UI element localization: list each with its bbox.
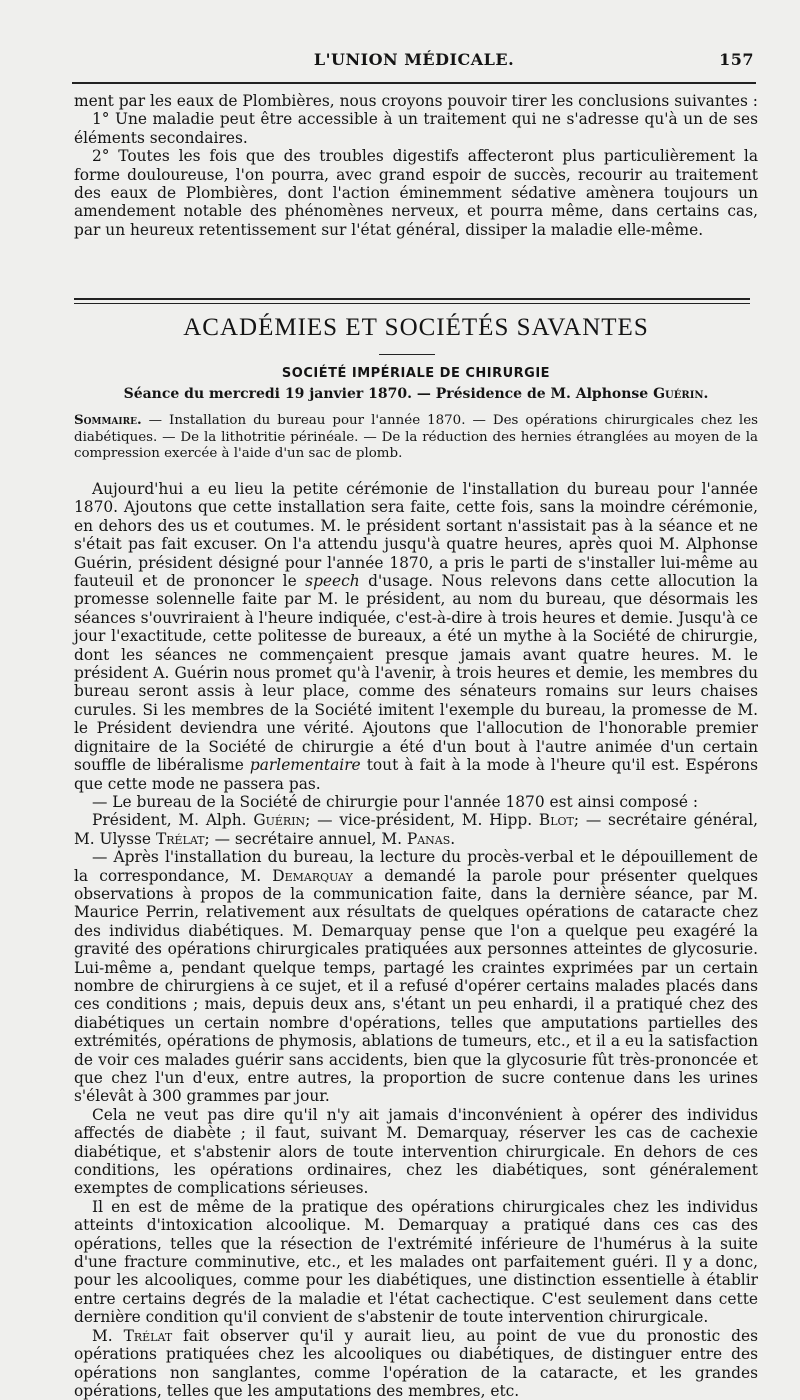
text-run: . — [450, 829, 456, 848]
text-run: fait observer qu'il y aurait lieu, au point de vue du pronostic des opérations pratiquées chez les alcooliques ou diabétiques, de distinguer entre des opérations non sanglantes, comme l'opération de la cataracte, et les grandes opérations, telles que les amputations des membres, etc. — [74, 1326, 758, 1400]
conclusion-2: 2° Toutes les fois que des troubles digestifs affecteront plus particulièrement la forme douloureuse, l'on pourra, avec grand espoir de succès, recourir au traitement des eaux de Plombières, dont l'action éminemment sédative amènera toujours un amendement notable des phénomènes nerveux, et pourra même, dans certains cas, par un heureux retentissement sur l'état général, dissiper la maladie elle-même. — [74, 147, 758, 239]
paragraph-installation — [74, 480, 758, 793]
name-demarquay: Demarquay — [272, 866, 353, 885]
text-run: Président, M. Alph. — [92, 811, 254, 830]
report-body — [74, 480, 758, 1400]
text-run: — Après l'installation du bureau, la lecture du procès-verbal et le dépouillement de la correspondance, M. — [74, 848, 758, 885]
section-title: ACADÉMIES ET SOCIÉTÉS SAVANTES — [183, 314, 649, 341]
intro-text — [74, 92, 758, 239]
section-divider — [74, 298, 750, 304]
title-rule — [379, 354, 435, 355]
page-number: 157 — [719, 50, 754, 69]
italic-speech: speech — [305, 572, 360, 591]
conclusion-1: 1° Une maladie peut être accessible à un traitement qui ne s'adresse qu'à un de ses éléments secondaires. — [74, 110, 758, 147]
sommaire-label: Sommaire. — [74, 412, 142, 428]
name-panas: Panas — [406, 829, 451, 848]
seance-end: . — [703, 386, 709, 402]
text-run: ; — secrétaire général, M. Ulysse — [74, 811, 759, 848]
text-run: tout à fait à la mode à l'heure qu'il est. Espérons que cette mode ne passera pas. — [74, 756, 758, 793]
paragraph-officers — [74, 811, 758, 848]
name-blot: Blot — [538, 811, 574, 830]
name-trelat: Trélat — [155, 829, 205, 848]
name-trelat: Trélat — [123, 1326, 173, 1345]
society-heading: SOCIÉTÉ IMPÉRIALE DE CHIRURGIE — [281, 366, 551, 381]
seance-president: Guérin — [653, 386, 704, 402]
text-run: d'usage. Nous relevons dans cette allocution la promesse solennelle faite par M. le président, au nom du bureau, que désormais les séances s'ouvriraient à l'heure indiquée, c'est-à-dire à trois heures et demie. Jusqu'à ce jour l'exactitude, cette politesse de bureaux, a été un mythe à la Société de chirurgie, dont les séances ne commençaient presque jamais avant quatre heures. M. le président A. Guérin nous promet qu'à l'avenir, à trois heures et demie, les membres du bureau seront assis à leur place, comme des sénateurs romains sur leurs chaises curules. Si les membres de la Société imitent l'exemple du bureau, la promesse de M. le Président deviendra une vérité. Ajoutons que l'allocution de l'honorable premier dignitaire de la Société de chirurgie a été d'un bout à l'autre animée d'un certain souffle de libéralisme — [74, 572, 758, 775]
header-rule — [72, 82, 756, 84]
text-run: a demandé la parole pour présenter quelques observations à propos de la communication faite, dans la dernière séance, par M. Maurice Perrin, relativement aux résultats de quelques opérations de cataracte chez des individus diabétiques. M. Demarquay pense que l'on a quelque peu exagéré la gravité des opérations chirurgicales pratiquées aux personnes atteintes de glycosurie. Lui-même a, pendant quelque temps, partagé les craintes exprimées par un certain nombre de chirurgiens à ce sujet, et il a refusé d'opérer certains malades placés dans ces conditions ; mais, depuis deux ans, s'étant un peu enhardi, il a pratiqué chez des diabétiques un certain nombre d'opérations, telles que amputations partielles des extrémités, opérations de phymosis, ablations de tumeurs, etc., et il a eu la satisfaction de voir ces malades guérir sans accidents, bien que la glycosurie fût très-prononcée et que chez l'un d'eux, entre autres, la proportion de sucre contenue dans les urines s'élevât à 300 grammes par jour. — [74, 866, 758, 1106]
paragraph-bureau: — Le bureau de la Société de chirurgie pour l'année 1870 est ainsi composé : — [92, 792, 698, 811]
sommaire-text: — Installation du bureau pour l'année 1870. — Des opérations chirurgicales chez les diabétiques. — De la lithotritie périnéale. — De la réduction des hernies étranglées au moyen de la compression exercée à l'aide d'un sac de plomb. — [74, 413, 758, 461]
paragraph-demarquay — [74, 848, 758, 1106]
paragraph-diabete: Cela ne veut pas dire qu'il n'y ait jamais d'inconvénient à opérer des individus affectés de diabète ; il faut, suivant M. Demarquay, réserver les cas de cachexie diabétique, et s'abstenir alors de toute intervention chirurgicale. En dehors de ces conditions, les opérations ordinaires, chez les diabétiques, sont généralement exemptes de complications sérieuses. — [74, 1105, 758, 1198]
paragraph-trelat — [74, 1327, 758, 1400]
running-head — [74, 50, 754, 69]
seance-text: Séance du mercredi 19 janvier 1870. — Présidence de M. Alphonse — [123, 386, 654, 402]
journal-title: L'UNION MÉDICALE. — [313, 50, 515, 69]
sommaire — [74, 412, 758, 463]
text-run: Aujourd'hui a eu lieu la petite cérémonie de l'installation du bureau pour l'année 1870. Ajoutons que cette installation sera faite, cette fois, sans la moindre cérémonie, en dehors des us et coutumes. M. le président sortant n'assistait pas à la séance et ne s'était pas fait excuser. On l'a attendu jusqu'à quatre heures, après quoi M. Alphonse Guérin, président désigné pour l'année 1870, a pris le parti de s'installer lui-même au fauteuil et de prononcer le — [74, 480, 758, 591]
text-run: M. — [92, 1326, 124, 1345]
text-run: ; — secrétaire annuel, M. — [204, 829, 407, 848]
italic-parlementaire: parlementaire — [249, 756, 361, 775]
name-guerin: Guérin — [253, 811, 306, 830]
text-run: ; — vice-président, M. Hipp. — [305, 811, 539, 830]
seance-line — [74, 386, 758, 402]
paragraph-alcool: Il en est de même de la pratique des opérations chirurgicales chez les individus atteints d'intoxication alcoolique. M. Demarquay a pratiqué dans ces cas des opérations, telles que la résection de l'extrémité inférieure de l'humérus à la suite d'une fracture comminutive, etc., et les malades ont parfaitement guéri. Il y a donc, pour les alcooliques, comme pour les diabétiques, une distinction essentielle à établir entre certains degrés de la maladie et l'état cachectique. C'est seulement dans cette dernière condition qu'il convient de s'abstenir de toute intervention chirurgicale. — [74, 1197, 758, 1327]
intro-paragraph: ment par les eaux de Plombières, nous croyons pouvoir tirer les conclusions suivantes : — [74, 92, 758, 110]
